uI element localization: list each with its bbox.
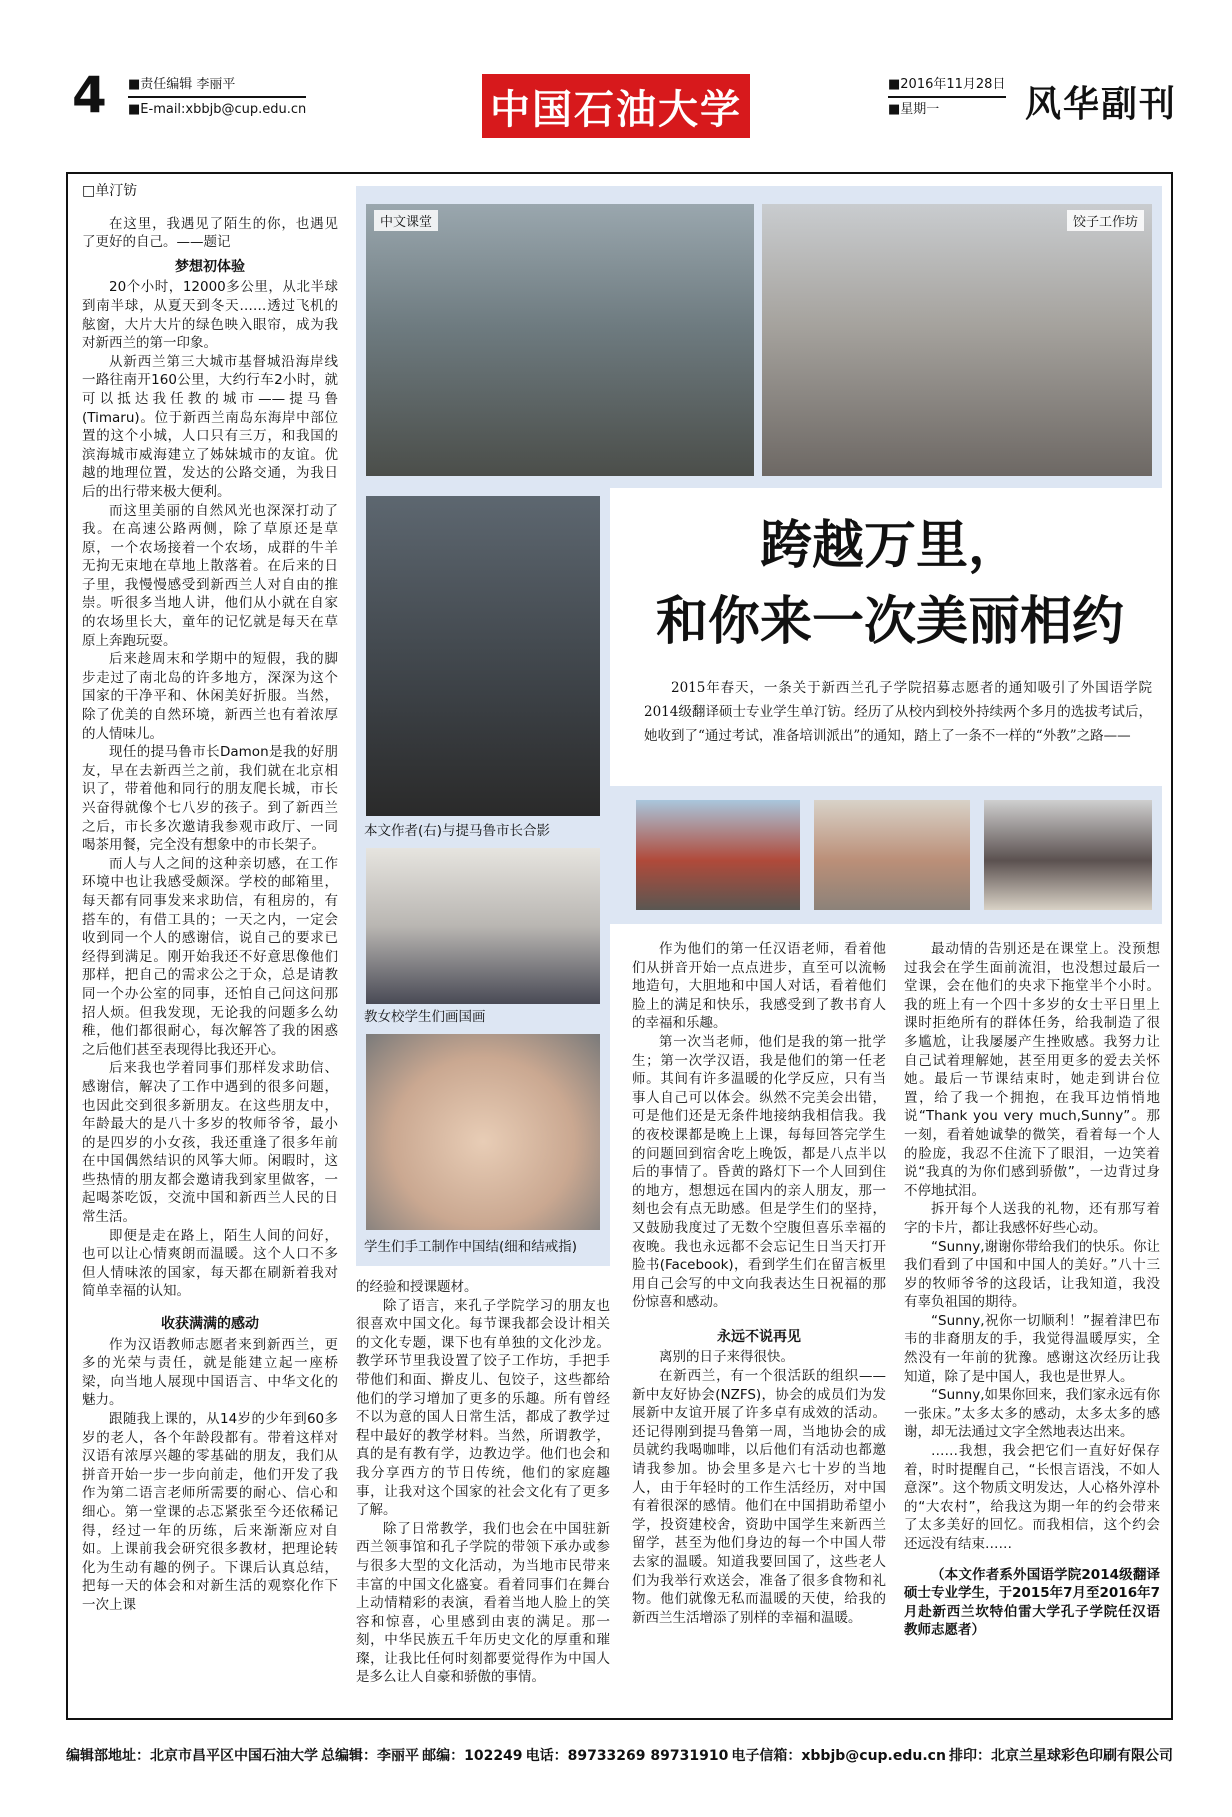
article-title (614, 508, 1166, 660)
paragraph: 离别的日子来得很快。 (659, 1349, 794, 1366)
header-rule (128, 96, 306, 98)
section-heading-1: 梦想初体验 (175, 258, 245, 275)
footer (66, 1740, 1173, 1770)
article-column-2 (356, 1278, 610, 1687)
paragraph: 跟随我上课的，从14岁的少年到60多岁的老人，各个年龄段都有。带着这样对汉语有浓厚兴趣的零基础的朋友，我们从拼音开始一步一步向前走，他们开发了我作为第二语言老师所需要的耐心、信心和细心。第一堂课的忐忑紧张至今还依稀记得，经过一年的历练，后来渐渐应对自如。上课前我会研究很多教材，把理论转化为生动有趣的例子。下课后认真总结，把每一天的体会和对新生活的观察化作下一次上课 (82, 1411, 338, 1613)
photo-author-with-mayor (366, 496, 600, 816)
paragraph: 而人与人之间的这种亲切感，在工作环境中也让我感受颇深。学校的邮箱里，每天都有同事发来求助信，有租房的，有搭车的，有借工具的；一天之内，一定会收到同一个人的感谢信，说自己的要求已经得到满足。刚开始我还不好意思像他们那样，把自己的需求公之于众，总是请教同一个办公室的同事，还怕自己问这问那招人烦。但我发现，无论我的问题多么幼稚，他们都很耐心，每次解答了我的困惑之后他们甚至表现得比我还开心。 (82, 855, 338, 1058)
section-heading-2: 收获满满的感动 (161, 1316, 259, 1333)
title-line-1: 跨越万里， (759, 516, 1020, 576)
article-column-4 (904, 940, 1160, 1640)
photo-group-cooking (984, 800, 1152, 910)
paragraph: 第一次当老师，他们是我的第一批学生；第一次学汉语，我是他们的第一任老师。其间有许多温暖的化学反应，只有当事人自己可以体会。纵然不完美会出错，可是他们还是无条件地接纳我相信我。我的夜校课都是晚上上课，每每回答完学生的问题回到宿舍吃上晚饭，都是八点半以后的事情了。昏黄的路灯下一个人回到住的地方，想想远在国内的亲人朋友，那一刻也会有点无助感。但是学生们的坚持，又鼓励我度过了无数个空腹但喜乐幸福的夜晚。我也永远都不会忘记生日当天打开脸书(Facebook)，看到学生们在留言板里用自己会写的中文向我表达生日祝福的那份惊喜和感动。 (632, 1033, 886, 1311)
paragraph: ……我想，我会把它们一直好好保存着，时时提醒自己，“长恨言语浅，不如人意深”。这个物质文明发达，人心格外淳朴的“大农村”，给我这为期一年的约会带来了太多美好的回忆。而我相信，这个约会还远没有结束…… (904, 1443, 1160, 1552)
article-column-3 (632, 940, 886, 1627)
photo-label: 饺子工作坊 (1067, 210, 1144, 231)
paragraph: 20个小时，12000多公里，从北半球到南半球，从夏天到冬天……透过飞机的舷窗，大片大片的绿色映入眼帘，成为我对新西兰的第一印象。 (82, 279, 338, 352)
photo-chinese-class (366, 204, 754, 476)
photo-painting-class (366, 848, 600, 1004)
date-line: ■2016年11月28日 (888, 77, 1006, 92)
footer-zip: 邮编：102249 (422, 1748, 523, 1764)
weekday-line: ■星期一 (888, 102, 940, 117)
photo-caption: 本文作者(右)与提马鲁市长合影 (364, 823, 551, 839)
photo-chinese-knot (366, 1034, 600, 1230)
paragraph: 除了日常教学，我们也会在中国驻新西兰领事馆和孔子学院的带领下承办或参与很多大型的文化活动，为当地市民带来丰富的中国文化盛宴。看着同事们在舞台上动情精彩的表演，看着当地人脸上的笑容和惊喜，心里感到由衷的满足。那一刻，中华民族五千年历史文化的厚重和璀璨，让我比任何时刻都要觉得作为中国人是多么让人自豪和骄傲的事情。 (356, 1520, 610, 1686)
paragraph: “Sunny,如果你回来，我们家永远有你一张床。”太多太多的感动，太多太多的感谢，却无法通过文字全然地表达出来。 (904, 1387, 1161, 1441)
paragraph: 即便是走在路上，陌生人间的问好，也可以让心情爽朗而温暖。这个人口不多但人情味浓的国家，每天都在刷新着我对简单幸福的认知。 (82, 1227, 338, 1300)
paragraph: 的经验和授课题材。 (356, 1279, 478, 1295)
byline: □单汀钫 (82, 183, 138, 199)
photo-children-craft (814, 800, 970, 910)
title-line-2: 和你来一次美丽相约 (655, 592, 1124, 652)
paragraph: “Sunny,祝你一切顺利！”握着津巴布韦的非裔朋友的手，我觉得温暖厚实，全然没有一年前的犹豫。感谢这次经历让我知道，除了是中国人，我也是世界人。 (904, 1312, 1160, 1385)
paragraph: 最动情的告别还是在课堂上。没预想过我会在学生面前流泪，也没想过最后一堂课，会在他们的央求下拖堂半个小时。我的班上有一个四十多岁的女士平日里上课时拒绝所有的群体任务，给我制造了很多尴尬，让我屡屡产生挫败感。我努力让自己试着理解她，甚至用更多的爱去关怀她。最后一节课结束时，她走到讲台位置，给了我一个拥抱，在我耳边悄悄地说“Thank you very much,Sunny”。那一刻，看着她诚挚的微笑，看着每一个人的脸庞，我忍不住流下了眼泪，一边笑着说“我真的为你们感到骄傲”，一边背过身不停地拭泪。 (904, 941, 1160, 1199)
photo-label: 中文课堂 (374, 210, 438, 231)
photo-caption: 学生们手工制作中国结(细和结戒指) (364, 1239, 578, 1255)
footer-phone: 电话：89733269 89731910 (525, 1748, 729, 1764)
paragraph: 作为他们的第一任汉语老师，看着他们从拼音开始一点点进步，直至可以流畅地造句，大胆地和中国人对话，看着他们脸上的满足和快乐，我感受到了教书育人的幸福和乐趣。 (632, 941, 886, 1032)
photo-dumpling-workshop (762, 204, 1152, 476)
page-number: 4 (72, 66, 107, 124)
footer-email: 电子信箱：xbbjb@cup.edu.cn (731, 1748, 946, 1764)
footer-chief-editor: 总编辑：李丽平 (321, 1748, 420, 1764)
photo-flag-performance (636, 800, 800, 910)
paragraph: 在新西兰，有一个很活跃的组织——新中友好协会(NZFS)，协会的成员们为发展新中友谊开展了许多卓有成效的活动。还记得刚到提马鲁第一周，当地协会的成员就约我喝咖啡，以后他们有活动也都邀请我参加。协会里多是六七十岁的当地人，由于年轻时的工作生活经历，对中国有着很深的感情。他们在中国捐助希望小学，投资建校舍，资助中国学生来新西兰留学，甚至为他们身边的每一个中国人带去家的温暖。知道我要回国了，这些老人们为我举行欢送会，准备了很多食物和礼物。他们就像无私而温暖的天使，给我的新西兰生活增添了别样的幸福和温暖。 (632, 1368, 886, 1626)
footer-address: 编辑部地址：北京市昌平区中国石油大学 (66, 1748, 318, 1764)
paragraph: 作为汉语教师志愿者来到新西兰，更多的光荣与责任，就是能建立起一座桥梁，向当地人展现中国语言、中华文化的魅力。 (82, 1336, 338, 1409)
section-heading-3: 永远不说再见 (717, 1328, 801, 1345)
article-column-1 (82, 182, 338, 1615)
editor-line: ■责任编辑 李丽平 (128, 77, 236, 92)
header-rule-right (888, 96, 1006, 98)
masthead-logo: 中国石油大学 (482, 74, 750, 138)
paragraph: 拆开每个人送我的礼物，还有那写着字的卡片，都让我感怀好些心动。 (904, 1201, 1160, 1236)
footer-printer: 排印：北京兰星球彩色印刷有限公司 (949, 1748, 1173, 1764)
paragraph: 而这里美丽的自然风光也深深打动了我。在高速公路两侧，除了草原还是草原，一个农场接着一个农场，成群的牛羊无拘无束地在草地上散落着。在后来的日子里，我慢慢感受到新西兰人对自由的推崇。听很多当地人讲，他们从小就在自家的农场里长大，童年的记忆就是每天在草原上奔跑玩耍。 (82, 502, 338, 649)
supplement-title: 风华副刊 (1025, 84, 1178, 125)
intro-paragraph: 2015年春天，一条关于新西兰孔子学院招募志愿者的通知吸引了外国语学院2014级翻译硕士专业学生单汀钫。经历了从校内到校外持续两个多月的选拔考试后，她收到了“通过考试，准备培训派出”的通知，踏上了一条不一样的“外教”之路—— (644, 680, 1152, 744)
paragraph: “Sunny,谢谢你带给我们的快乐。你让我们看到了中国和中国人的美好。”八十三岁的牧师爷爷的这段话，让我知道，我没有辜负祖国的期待。 (904, 1238, 1161, 1311)
paragraph: 后来趁周末和学期中的短假，我的脚步走过了南北岛的许多地方，深深为这个国家的干净平和、休闲美好折服。当然，除了优美的自然环境，新西兰也有着浓厚的人情味儿。 (82, 651, 338, 742)
paragraph: 除了语言，来孔子学院学习的朋友也很喜欢中国文化。每节课我都会设计相关的文化专题，课下也有单独的文化沙龙。教学环节里我设置了饺子工作坊，手把手带他们和面、擀皮儿、包饺子，这些都给他们的学习增加了更多的乐趣。所有曾经不以为意的国人日常生活，都成了教学过程中最好的教学材料。当然，所谓教学，真的是有教有学，边教边学。他们也会和我分享西方的节日传统，他们的家庭趣事，让我对这个国家的社会文化有了更多了解。 (356, 1297, 610, 1519)
paragraph: 后来我也学着同事们那样发求助信、感谢信，解决了工作中遇到的很多问题，也因此交到很多新朋友。在这些朋友中，年龄最大的是八十多岁的牧师爷爷，最小的是四岁的小女孩，我还重逢了很多年前在中国偶然结识的风筝大师。闲暇时，这些热情的朋友都会邀请我到家里做客，一起喝茶吃饭，交流中国和新西兰人民的日常生活。 (82, 1060, 338, 1226)
email-line: ■E-mail:xbbjb@cup.edu.cn (128, 102, 307, 117)
author-note: （本文作者系外国语学院2014级翻译硕士专业学生，于2015年7月至2016年7月赴新西兰坎特伯雷大学孔子学院任汉语教师志愿者） (904, 1566, 1160, 1639)
paragraph: 现任的提马鲁市长Damon是我的好朋友，早在去新西兰之前，我们就在北京相识了，带着他和同行的朋友爬长城，市长兴奋得就像个七八岁的孩子。到了新西兰之后，市长多次邀请我参观市政厅、一同喝茶用餐，完全没有想象中的市长架子。 (82, 744, 338, 854)
photo-caption: 教女校学生们画国画 (364, 1009, 486, 1025)
paragraph: 从新西兰第三大城市基督城沿海岸线一路往南开160公里，大约行车2小时，就可以抵达我任教的城市——提马鲁(Timaru)。位于新西兰南岛东海岸中部位置的这个小城，人口只有三万，和我国的滨海城市威海建立了姊妹城市的友谊。优越的地理位置，发达的公路交通，为我日后的出行带来极大便利。 (82, 353, 338, 500)
epigraph: 在这里，我遇见了陌生的你，也遇见了更好的自己。——题记 (82, 215, 338, 251)
